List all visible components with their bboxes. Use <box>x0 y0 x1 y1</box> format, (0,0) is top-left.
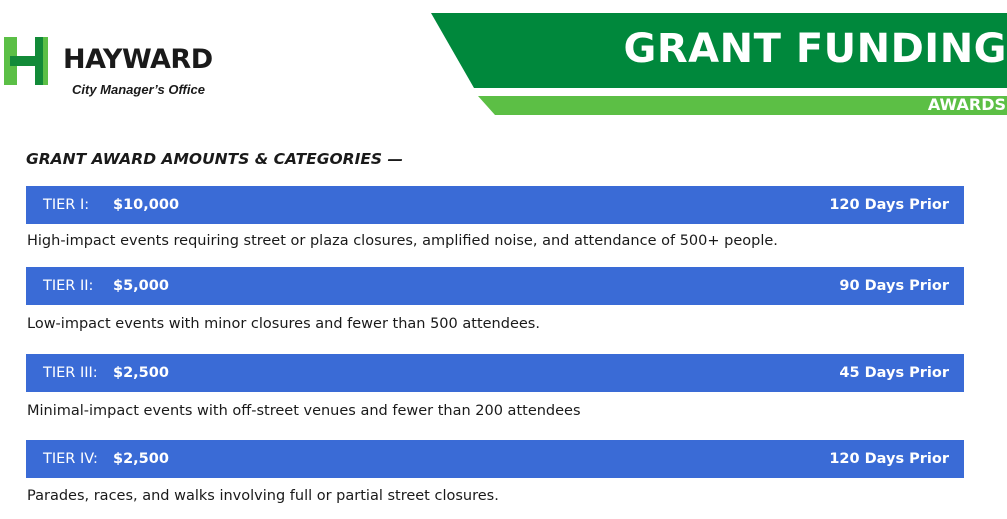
hayward-logo-icon <box>4 37 48 85</box>
banner-subtitle: AWARDS <box>927 95 1006 114</box>
tier-label: TIER I: <box>43 197 90 213</box>
tier-bar-1 <box>26 186 964 224</box>
tier-label: TIER III: <box>43 365 98 381</box>
tier-amount: $2,500 <box>113 451 169 467</box>
tier-deadline: 120 Days Prior <box>829 451 949 467</box>
banner-title: GRANT FUNDING <box>623 26 1007 72</box>
tier-label: TIER II: <box>43 278 94 294</box>
tier-description-4: Parades, races, and walks involving full or partial street closures. <box>27 488 499 504</box>
tier-amount: $10,000 <box>113 197 180 213</box>
tier-deadline: 90 Days Prior <box>839 278 949 294</box>
tier-bar-2 <box>26 267 964 305</box>
tier-amount: $5,000 <box>113 278 169 294</box>
logo-subtitle: City Manager’s Office <box>72 82 205 97</box>
tier-description-1: High-impact events requiring street or plaza closures, amplified noise, and attendance of 500+ people. <box>27 233 778 249</box>
tier-deadline: 45 Days Prior <box>839 365 949 381</box>
tier-bar-4 <box>26 440 964 478</box>
section-heading: GRANT AWARD AMOUNTS & CATEGORIES — <box>26 150 403 168</box>
tier-deadline: 120 Days Prior <box>829 197 949 213</box>
logo-name: HAYWARD <box>63 44 213 75</box>
tier-bar-3 <box>26 354 964 392</box>
tier-label: TIER IV: <box>43 451 98 467</box>
tier-description-2: Low-impact events with minor closures and fewer than 500 attendees. <box>27 316 540 332</box>
tier-description-3: Minimal-impact events with off-street venues and fewer than 200 attendees <box>27 403 581 419</box>
tier-amount: $2,500 <box>113 365 169 381</box>
